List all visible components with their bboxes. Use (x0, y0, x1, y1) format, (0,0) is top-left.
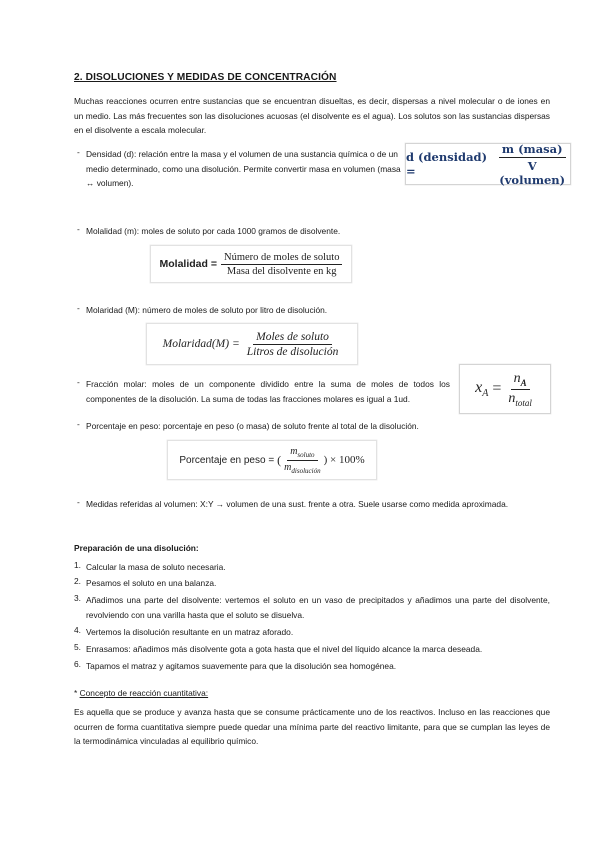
section-title: 2. DISOLUCIONES Y MEDIDAS DE CONCENTRACIÓN (74, 72, 337, 83)
reaccion-title: Concepto de reacción cuantitativa: (79, 688, 209, 698)
step-number: 3. (74, 593, 81, 603)
reaccion-body: Es aquella que se produce y avanza hasta que se consume prácticamente uno de los reactivos. Incluso en las reacciones que ocurren de forma cuantitativa siempre puede quedar una mínima parte del reactivo limitante, para que se cumplan las leyes de la termodinámica vinculadas al equilibrio químico. (74, 707, 550, 746)
formula-densidad (405, 143, 571, 185)
bullet-dash: - (77, 377, 80, 387)
formula-fraccion-equals: = (492, 380, 502, 397)
formula-molalidad (150, 245, 352, 283)
step-number: 2. (74, 576, 81, 586)
preparacion-title: Preparación de una disolución: (74, 543, 199, 553)
formula-porcentaje-den-sub: disolución (291, 466, 321, 475)
formula-fraccion-fraction (505, 371, 535, 408)
step-text: Calcular la masa de soluto necesaria. (86, 562, 226, 572)
step-number: 1. (74, 560, 81, 570)
formula-fraccion-lhs-sub: A (482, 388, 489, 400)
formula-porcentaje-den-main: m (284, 461, 292, 473)
formula-molalidad-denominator: Masa del disolvente en kg (226, 265, 337, 277)
bullet-fraccion-molar: Fracción molar: moles de un componente dividido entre la suma de moles de todos los componentes de la disolución. La suma de todas las fracciones molares es igual a 1ud. (86, 379, 450, 404)
formula-molaridad (146, 323, 358, 365)
formula-fraccion-den-main: n (508, 390, 516, 406)
formula-molalidad-fraction (221, 252, 342, 277)
bullet-dash: - (77, 497, 80, 507)
bullet-molalidad: Molalidad (m): moles de soluto por cada 1000 gramos de disolvente. (86, 226, 341, 236)
bullet-dash: - (77, 224, 80, 234)
formula-molaridad-denominator: Litros de disolución (246, 345, 339, 358)
step-text: Añadimos una parte del disolvente: vertemos el soluto en un vaso de precipitados y añadimos una parte del disolvente, revolviendo con una varilla hasta que el soluto se disuelva. (86, 595, 550, 620)
formula-fraccion-lhs-main: x (475, 378, 483, 396)
formula-densidad-numerator: m (masa) (499, 142, 566, 158)
intro-paragraph: Muchas reacciones ocurren entre sustancias que se encuentran disueltas, es decir, dispersas a nivel molecular o de iones en un medio. Las más frecuentes son las disoluciones acuosas (el disolvente es el agua). Los solutos son las sustancias dispersas en el disolvente a escala molecular. (74, 96, 550, 135)
formula-fraccion-den-sub: total (515, 397, 532, 408)
reaccion-star: * (74, 688, 78, 698)
formula-molaridad-fraction (244, 331, 342, 358)
step-text: Vertemos la disolución resultante en un matraz aforado. (86, 627, 294, 637)
step-number: 5. (74, 642, 81, 652)
bullet-molaridad: Molaridad (M): número de moles de soluto por litro de disolución. (86, 305, 328, 315)
formula-porcentaje-numerator (287, 446, 317, 461)
bullet-dash: - (77, 303, 80, 313)
bullet-volumen: Medidas referidas al volumen: X:Y → volumen de una sust. frente a otra. Suele usarse como medida aproximada. (86, 499, 509, 509)
formula-densidad-lhs: d (densidad) = (406, 150, 488, 178)
step-text: Enrasamos: añadimos más disolvente gota a gota hasta que el nivel del líquido alcance la marca deseada. (86, 644, 483, 654)
step-number: 4. (74, 625, 81, 635)
formula-fraccion-num-main: n (513, 370, 521, 386)
formula-fraccion-num-sub: A (520, 377, 527, 388)
formula-porcentaje-num-sub: soluto (297, 450, 315, 459)
formula-porcentaje-num-main: m (290, 445, 298, 457)
formula-porcentaje-fraction (281, 446, 323, 475)
formula-porcentaje-denominator (281, 461, 323, 475)
formula-molalidad-numerator: Número de moles de soluto (221, 252, 342, 265)
formula-fraccion-molar (459, 364, 551, 414)
formula-densidad-fraction (494, 142, 570, 187)
formula-porcentaje-lhs: Porcentaje en peso = (179, 454, 275, 466)
formula-porcentaje-open: ( (277, 452, 282, 467)
formula-molaridad-lhs: Molaridad(M) = (162, 338, 240, 350)
formula-molalidad-lhs: Molalidad = (159, 258, 217, 270)
bullet-dash: - (77, 419, 80, 429)
formula-porcentaje-peso (167, 440, 377, 480)
bullet-dash: - (77, 147, 80, 157)
formula-molaridad-numerator: Moles de soluto (253, 331, 332, 345)
formula-densidad-denominator: V (volumen) (499, 158, 566, 187)
bullet-densidad: Densidad (d): relación entre la masa y el volumen de una sustancia química o de un medio determinado, como una disolución. Permite convertir masa en volumen (masa ↔ volumen). (86, 149, 401, 188)
bullet-porcentaje-peso: Porcentaje en peso: porcentaje en peso (o masa) de soluto frente al total de la disolución. (86, 421, 419, 431)
formula-fraccion-numerator (511, 371, 530, 390)
formula-fraccion-denominator (505, 390, 535, 408)
step-number: 6. (74, 659, 81, 669)
formula-porcentaje-close: ) × 100% (323, 454, 365, 466)
formula-fraccion-lhs (475, 379, 488, 399)
reaccion-heading (74, 686, 474, 701)
step-text: Tapamos el matraz y agitamos suavemente para que la disolución sea homogénea. (86, 661, 397, 671)
step-text: Pesamos el soluto en una balanza. (86, 578, 217, 588)
